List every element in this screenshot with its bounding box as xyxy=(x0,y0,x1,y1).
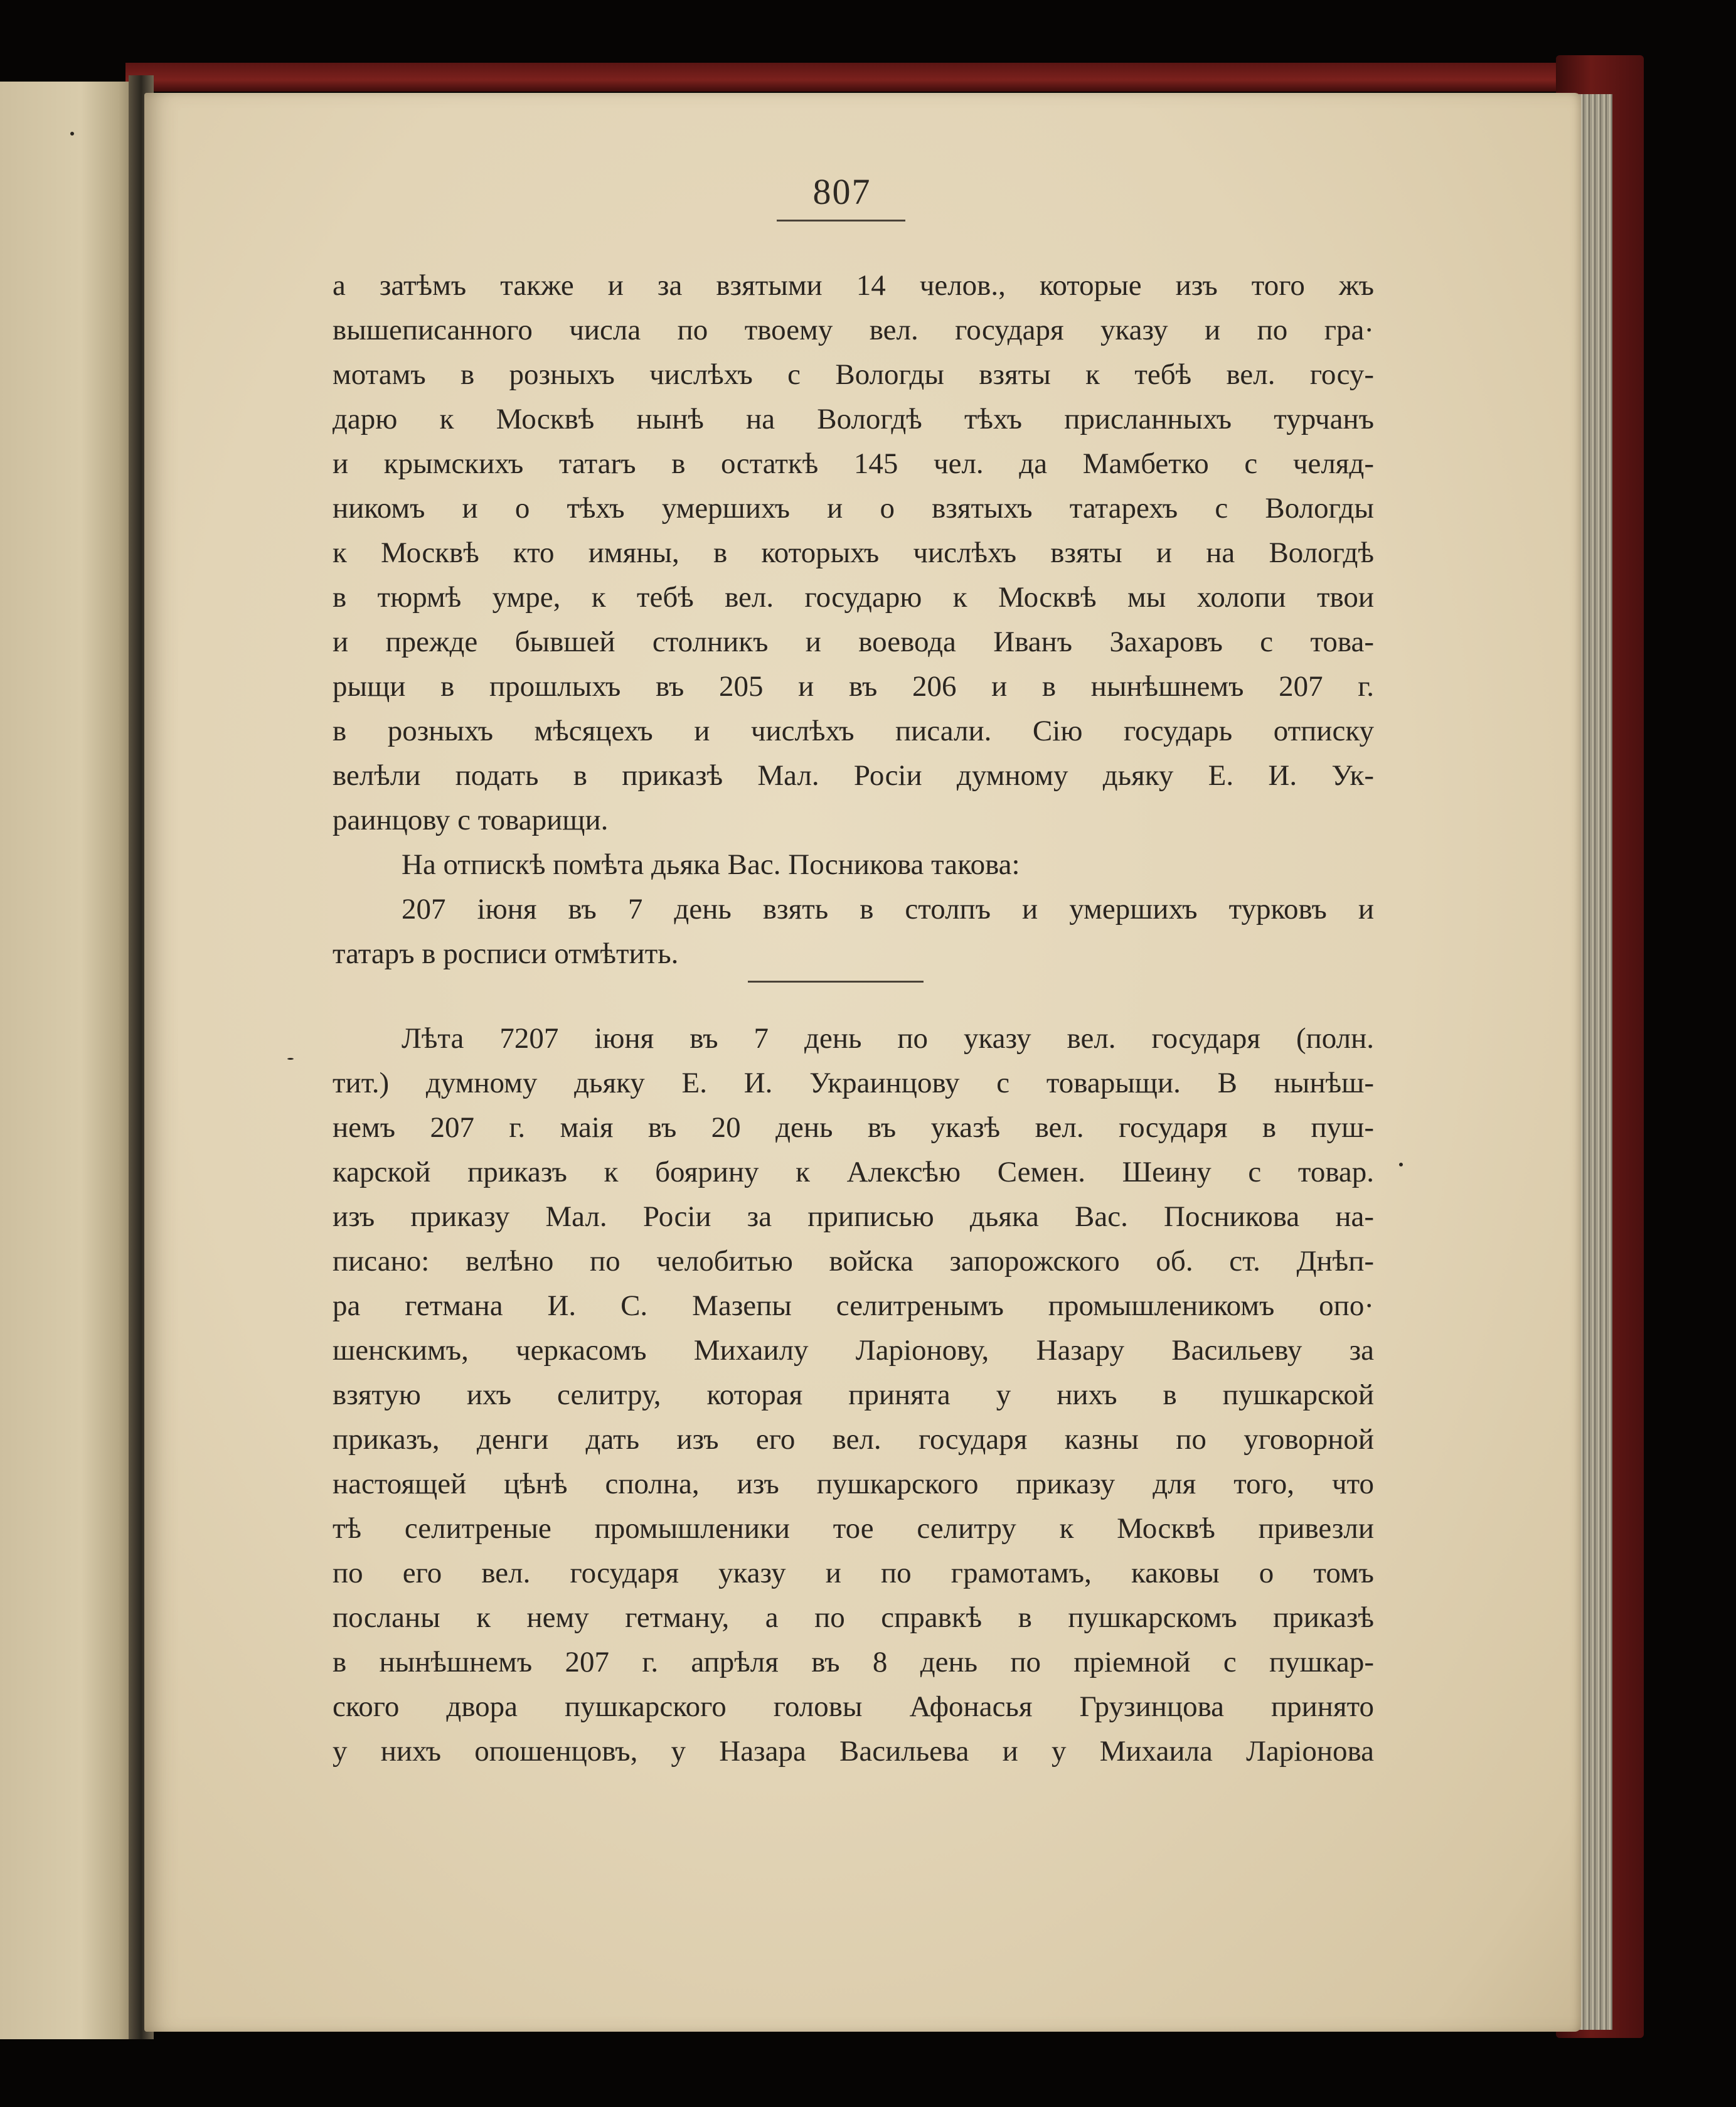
left-facing-page xyxy=(0,82,135,2039)
book-cover-top-edge xyxy=(125,63,1644,92)
text-line: ра гетмана И. С. Мазепы селитренымъ промышленикомъ опо· xyxy=(333,1289,1374,1322)
text-line: вышеписанного числа по твоему вел. государя указу и по гра· xyxy=(333,314,1374,346)
page-number: 807 xyxy=(812,171,871,212)
section-separator xyxy=(748,981,924,983)
text-line: карской приказъ к боярину к Алексѣю Семен. Шеину с товар. xyxy=(333,1156,1374,1188)
text-line: татаръ в росписи отмѣтить. xyxy=(333,937,679,970)
text-line: у нихъ опошенцовъ, у Назара Васильева и у Михаила Ларіонова xyxy=(333,1735,1374,1768)
paragraph-1 xyxy=(333,264,1374,976)
text-line: немъ 207 г. маія въ 20 день въ указѣ вел. государя в пуш- xyxy=(333,1111,1374,1144)
text-line: шенскимъ, черкасомъ Михаилу Ларіонову, Назару Васильеву за xyxy=(333,1334,1374,1367)
page-number-rule xyxy=(777,220,905,221)
text-line: изъ приказу Мал. Росіи за приписью дьяка Вас. Посникова на- xyxy=(333,1200,1374,1233)
paragraph-2: На отпискѣ помѣта дьяка Вас. Посникова такова: xyxy=(402,848,1020,881)
text-line: а затѣмъ также и за взятыми 14 челов., которые изъ того жъ xyxy=(333,269,1374,302)
text-line: и прежде бывшей столникъ и воевода Иванъ Захаровъ с това- xyxy=(333,626,1374,658)
text-line: мотамъ в розныхъ числѣхъ с Вологды взяты к тебѣ вел. госу- xyxy=(333,358,1374,391)
text-line: к Москвѣ кто имяны, в которыхъ числѣхъ взяты и на Вологдѣ xyxy=(333,536,1374,569)
text-line: велѣли подать в приказѣ Мал. Росіи думному дьяку Е. И. Ук- xyxy=(333,759,1374,792)
text-line: дарю к Москвѣ нынѣ на Вологдѣ тѣхъ присланныхъ турчанъ xyxy=(333,403,1374,435)
text-line: ского двора пушкарского головы Афонасья Грузинцова принято xyxy=(333,1690,1374,1723)
text-line: раинцову с товарищи. xyxy=(333,804,609,836)
text-line: 207 іюня въ 7 день взять в столпъ и умершихъ турковъ и xyxy=(402,893,1374,925)
text-line: настоящей цѣнѣ сполна, изъ пушкарского приказу для того, что xyxy=(333,1468,1374,1500)
text-line: посланы к нему гетману, а по справкѣ в пушкарскомъ приказѣ xyxy=(333,1601,1374,1634)
text-line: по его вел. государя указу и по грамотамъ, каковы о томъ xyxy=(333,1557,1374,1589)
text-line: Лѣта 7207 іюня въ 7 день по указу вел. государя (полн. xyxy=(402,1022,1374,1055)
paragraph-4 xyxy=(333,1016,1374,1774)
text-line: никомъ и о тѣхъ умершихъ и о взятыхъ татарехъ с Вологды xyxy=(333,492,1374,525)
text-line: в нынѣшнемъ 207 г. апрѣля въ 8 день по пріемной с пушкар- xyxy=(333,1646,1374,1678)
paper-speck xyxy=(70,132,74,136)
paper-speck xyxy=(1399,1163,1403,1166)
text-line: в розныхъ мѣсяцехъ и числѣхъ писали. Сію государь отписку xyxy=(333,715,1374,747)
text-line: писано: велѣно по челобитью войска запорожского об. ст. Днѣп- xyxy=(333,1245,1374,1278)
text-line: в тюрмѣ умре, к тебѣ вел. государю к Москвѣ мы холопи твои xyxy=(333,581,1374,614)
text-line: рыщи в прошлыхъ въ 205 и въ 206 и в нынѣшнемъ 207 г. xyxy=(333,670,1374,703)
text-line: приказъ, денги дать изъ его вел. государя казны по уговорной xyxy=(333,1423,1374,1456)
text-line: тѣ селитреные промышленики тое селитру к Москвѣ привезли xyxy=(333,1512,1374,1545)
text-line: тит.) думному дьяку Е. И. Украинцову с товарыщи. В нынѣш- xyxy=(333,1067,1374,1099)
text-line: взятую ихъ селитру, которая принята у нихъ в пушкарской xyxy=(333,1379,1374,1411)
text-line: и крымскихъ татаrъ в остаткѣ 145 чел. да Мамбетко с челяд- xyxy=(333,447,1374,480)
paper-speck xyxy=(287,1058,294,1060)
